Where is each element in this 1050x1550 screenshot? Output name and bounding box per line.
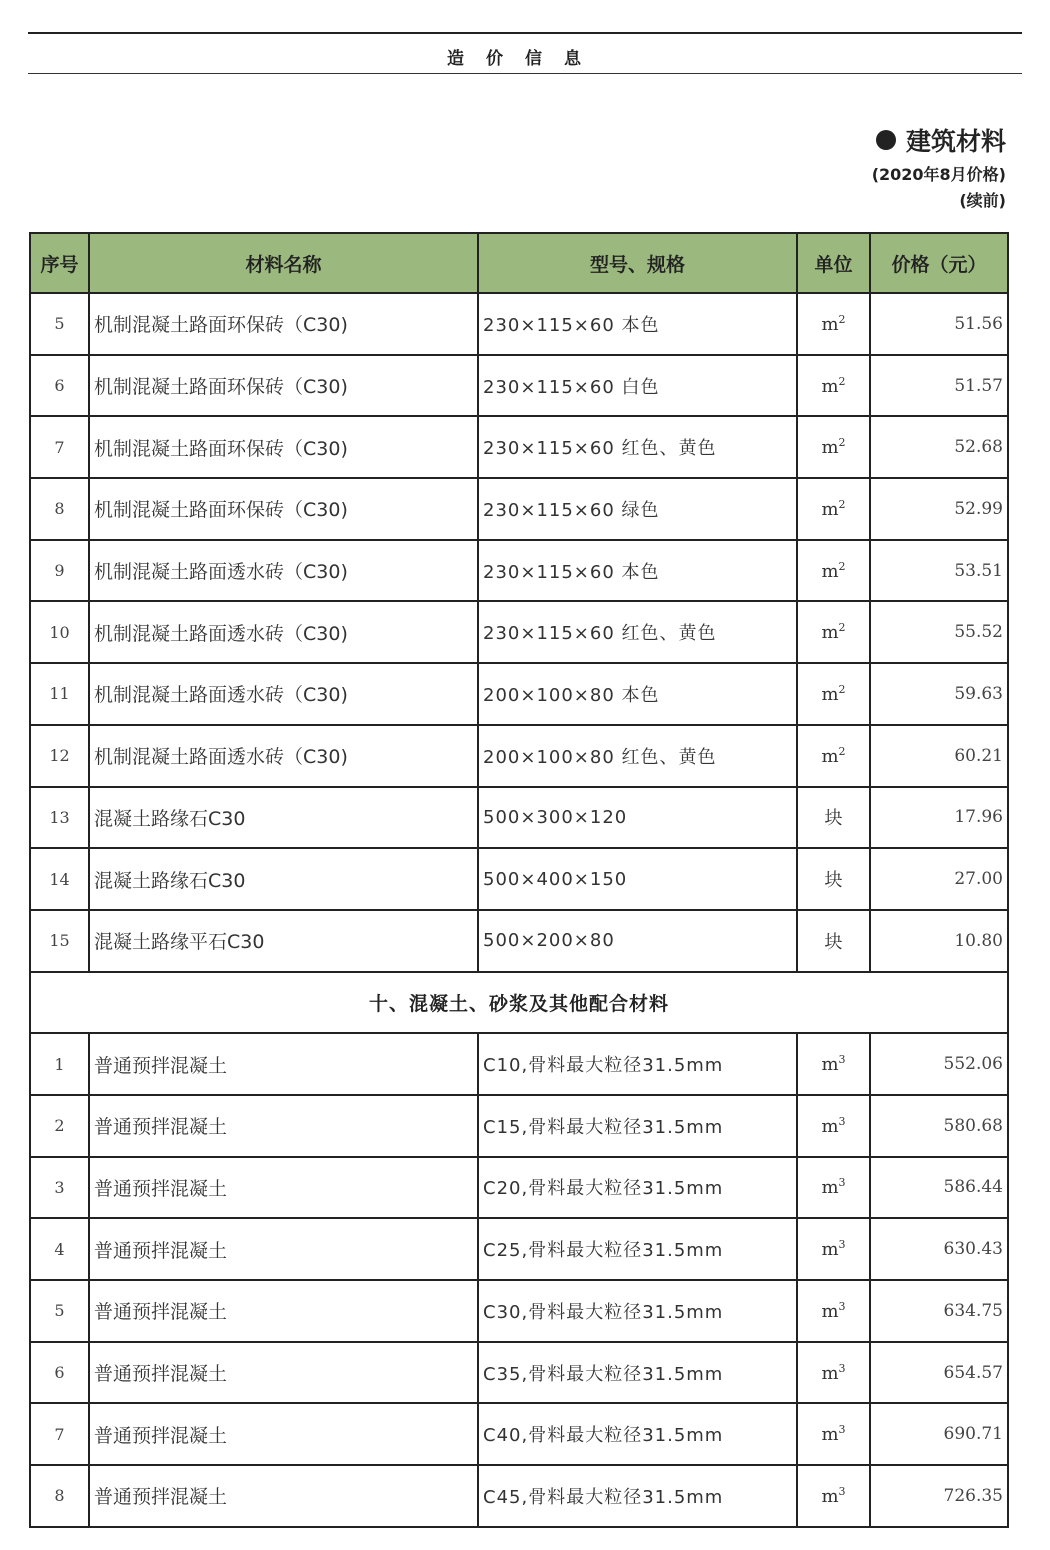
material-unit	[797, 1342, 870, 1404]
table-row	[30, 663, 1008, 725]
material-name: 普通预拌混凝土	[89, 1465, 478, 1527]
unit-exponent: 3	[838, 1361, 846, 1375]
unit-text: m	[821, 498, 839, 520]
table-row	[30, 848, 1008, 910]
price-table	[29, 232, 1009, 1528]
material-unit	[797, 910, 870, 972]
material-spec: C40,骨料最大粒径31.5mm	[478, 1403, 797, 1465]
table-row	[30, 1218, 1008, 1280]
unit-exponent: 2	[838, 312, 846, 326]
row-number: 5	[30, 1280, 89, 1342]
material-spec: C30,骨料最大粒径31.5mm	[478, 1280, 797, 1342]
material-price: 726.35	[870, 1465, 1008, 1527]
material-price: 55.52	[870, 601, 1008, 663]
section-subtitle	[872, 162, 1006, 214]
row-number: 13	[30, 787, 89, 849]
table-row	[30, 1280, 1008, 1342]
table-row	[30, 1157, 1008, 1219]
material-unit	[797, 1033, 870, 1095]
unit-text: m	[821, 1115, 839, 1137]
continued-note: (续前)	[959, 191, 1006, 210]
material-price: 690.71	[870, 1403, 1008, 1465]
unit-exponent: 3	[838, 1238, 846, 1252]
material-price: 634.75	[870, 1280, 1008, 1342]
material-spec: 500×300×120	[478, 787, 797, 849]
unit-exponent: 2	[838, 621, 846, 635]
material-spec: 200×100×80 红色、黄色	[478, 725, 797, 787]
row-number: 6	[30, 1342, 89, 1404]
material-unit	[797, 663, 870, 725]
material-name: 机制混凝土路面环保砖（C30)	[89, 293, 478, 355]
unit-text: m	[821, 1239, 839, 1261]
material-price: 53.51	[870, 540, 1008, 602]
material-name: 普通预拌混凝土	[89, 1403, 478, 1465]
material-name: 混凝土路缘平石C30	[89, 910, 478, 972]
table-row	[30, 1403, 1008, 1465]
material-price: 552.06	[870, 1033, 1008, 1095]
material-spec: 500×200×80	[478, 910, 797, 972]
material-unit	[797, 540, 870, 602]
material-name: 普通预拌混凝土	[89, 1095, 478, 1157]
row-number: 3	[30, 1157, 89, 1219]
material-unit	[797, 848, 870, 910]
material-spec: C25,骨料最大粒径31.5mm	[478, 1218, 797, 1280]
table-row	[30, 1465, 1008, 1527]
row-number: 8	[30, 478, 89, 540]
col-header-no: 序号	[30, 233, 89, 293]
category-heading: 十、混凝土、砂浆及其他配合材料	[30, 972, 1008, 1034]
material-name: 普通预拌混凝土	[89, 1280, 478, 1342]
row-number: 8	[30, 1465, 89, 1527]
unit-text: m	[821, 1485, 839, 1507]
material-price: 17.96	[870, 787, 1008, 849]
material-name: 普通预拌混凝土	[89, 1218, 478, 1280]
material-spec: 230×115×60 本色	[478, 540, 797, 602]
material-name: 机制混凝土路面环保砖（C30)	[89, 478, 478, 540]
header-top-rule	[28, 32, 1022, 34]
table-row	[30, 1033, 1008, 1095]
table-header-row	[30, 233, 1008, 293]
unit-exponent: 3	[838, 1053, 846, 1067]
material-unit	[797, 1280, 870, 1342]
table-body	[30, 293, 1008, 1527]
material-name: 机制混凝土路面环保砖（C30)	[89, 355, 478, 417]
row-number: 1	[30, 1033, 89, 1095]
material-price: 27.00	[870, 848, 1008, 910]
unit-exponent: 3	[838, 1176, 846, 1190]
header-bottom-rule	[28, 73, 1022, 74]
unit-exponent: 3	[838, 1484, 846, 1498]
table-row	[30, 910, 1008, 972]
row-number: 15	[30, 910, 89, 972]
material-name: 普通预拌混凝土	[89, 1033, 478, 1095]
material-name: 普通预拌混凝土	[89, 1157, 478, 1219]
material-price: 630.43	[870, 1218, 1008, 1280]
material-unit	[797, 355, 870, 417]
unit-exponent: 2	[838, 374, 846, 388]
unit-exponent: 3	[838, 1423, 846, 1437]
material-unit	[797, 787, 870, 849]
material-spec: C35,骨料最大粒径31.5mm	[478, 1342, 797, 1404]
material-spec: 200×100×80 本色	[478, 663, 797, 725]
unit-exponent: 2	[838, 559, 846, 573]
unit-text: m	[821, 1054, 839, 1076]
material-unit	[797, 293, 870, 355]
unit-text: m	[821, 1177, 839, 1199]
unit-exponent: 2	[838, 436, 846, 450]
col-header-name: 材料名称	[89, 233, 478, 293]
material-name: 普通预拌混凝土	[89, 1342, 478, 1404]
material-spec: C20,骨料最大粒径31.5mm	[478, 1157, 797, 1219]
table-row	[30, 787, 1008, 849]
unit-text: m	[821, 1362, 839, 1384]
unit-text: 块	[824, 808, 843, 830]
material-unit	[797, 1465, 870, 1527]
material-name: 机制混凝土路面透水砖（C30)	[89, 663, 478, 725]
material-unit	[797, 478, 870, 540]
material-spec: 230×115×60 红色、黄色	[478, 601, 797, 663]
section-title-text: 建筑材料	[905, 127, 1006, 156]
col-header-price: 价格（元）	[870, 233, 1008, 293]
row-number: 4	[30, 1218, 89, 1280]
table-row	[30, 478, 1008, 540]
unit-text: m	[821, 1424, 839, 1446]
unit-exponent: 2	[838, 744, 846, 758]
row-number: 12	[30, 725, 89, 787]
unit-text: 块	[824, 931, 843, 953]
row-number: 7	[30, 1403, 89, 1465]
unit-text: m	[821, 313, 839, 335]
material-name: 机制混凝土路面透水砖（C30)	[89, 540, 478, 602]
material-spec: 230×115×60 绿色	[478, 478, 797, 540]
material-spec: C10,骨料最大粒径31.5mm	[478, 1033, 797, 1095]
material-price: 59.63	[870, 663, 1008, 725]
row-number: 7	[30, 416, 89, 478]
material-unit	[797, 725, 870, 787]
material-spec: 500×400×150	[478, 848, 797, 910]
table-row	[30, 1095, 1008, 1157]
material-price: 51.56	[870, 293, 1008, 355]
material-spec: 230×115×60 本色	[478, 293, 797, 355]
unit-text: m	[821, 375, 839, 397]
material-spec: 230×115×60 红色、黄色	[478, 416, 797, 478]
unit-exponent: 2	[838, 682, 846, 696]
col-header-spec: 型号、规格	[478, 233, 797, 293]
price-period: (2020年8月价格)	[871, 165, 1006, 184]
unit-text: m	[821, 437, 839, 459]
row-number: 2	[30, 1095, 89, 1157]
row-number: 11	[30, 663, 89, 725]
section-title	[876, 122, 1006, 158]
material-price: 52.99	[870, 478, 1008, 540]
material-unit	[797, 1218, 870, 1280]
material-name: 机制混凝土路面透水砖（C30)	[89, 725, 478, 787]
material-spec: C45,骨料最大粒径31.5mm	[478, 1465, 797, 1527]
table-row	[30, 725, 1008, 787]
material-name: 机制混凝土路面透水砖（C30)	[89, 601, 478, 663]
material-price: 580.68	[870, 1095, 1008, 1157]
unit-text: 块	[824, 870, 843, 892]
table-row	[30, 601, 1008, 663]
unit-text: m	[821, 683, 839, 705]
material-name: 混凝土路缘石C30	[89, 787, 478, 849]
unit-text: m	[821, 622, 839, 644]
material-unit	[797, 1403, 870, 1465]
material-name: 机制混凝土路面环保砖（C30)	[89, 416, 478, 478]
material-price: 586.44	[870, 1157, 1008, 1219]
unit-exponent: 2	[838, 497, 846, 511]
unit-text: m	[821, 745, 839, 767]
table-row	[30, 540, 1008, 602]
table-row	[30, 416, 1008, 478]
table-row	[30, 355, 1008, 417]
row-number: 10	[30, 601, 89, 663]
material-price: 52.68	[870, 416, 1008, 478]
unit-exponent: 3	[838, 1299, 846, 1313]
row-number: 9	[30, 540, 89, 602]
row-number: 5	[30, 293, 89, 355]
table-row	[30, 1342, 1008, 1404]
material-unit	[797, 1095, 870, 1157]
row-number: 6	[30, 355, 89, 417]
material-price: 51.57	[870, 355, 1008, 417]
bullet-dot-icon	[876, 130, 896, 150]
col-header-unit: 单位	[797, 233, 870, 293]
material-unit	[797, 1157, 870, 1219]
material-unit	[797, 601, 870, 663]
unit-text: m	[821, 1300, 839, 1322]
category-heading-row	[30, 972, 1008, 1034]
material-spec: C15,骨料最大粒径31.5mm	[478, 1095, 797, 1157]
unit-text: m	[821, 560, 839, 582]
material-unit	[797, 416, 870, 478]
material-price: 60.21	[870, 725, 1008, 787]
material-price: 654.57	[870, 1342, 1008, 1404]
unit-exponent: 3	[838, 1114, 846, 1128]
material-price: 10.80	[870, 910, 1008, 972]
material-spec: 230×115×60 白色	[478, 355, 797, 417]
page-header-title: 造价信息	[447, 49, 603, 69]
table-row	[30, 293, 1008, 355]
row-number: 14	[30, 848, 89, 910]
material-name: 混凝土路缘石C30	[89, 848, 478, 910]
